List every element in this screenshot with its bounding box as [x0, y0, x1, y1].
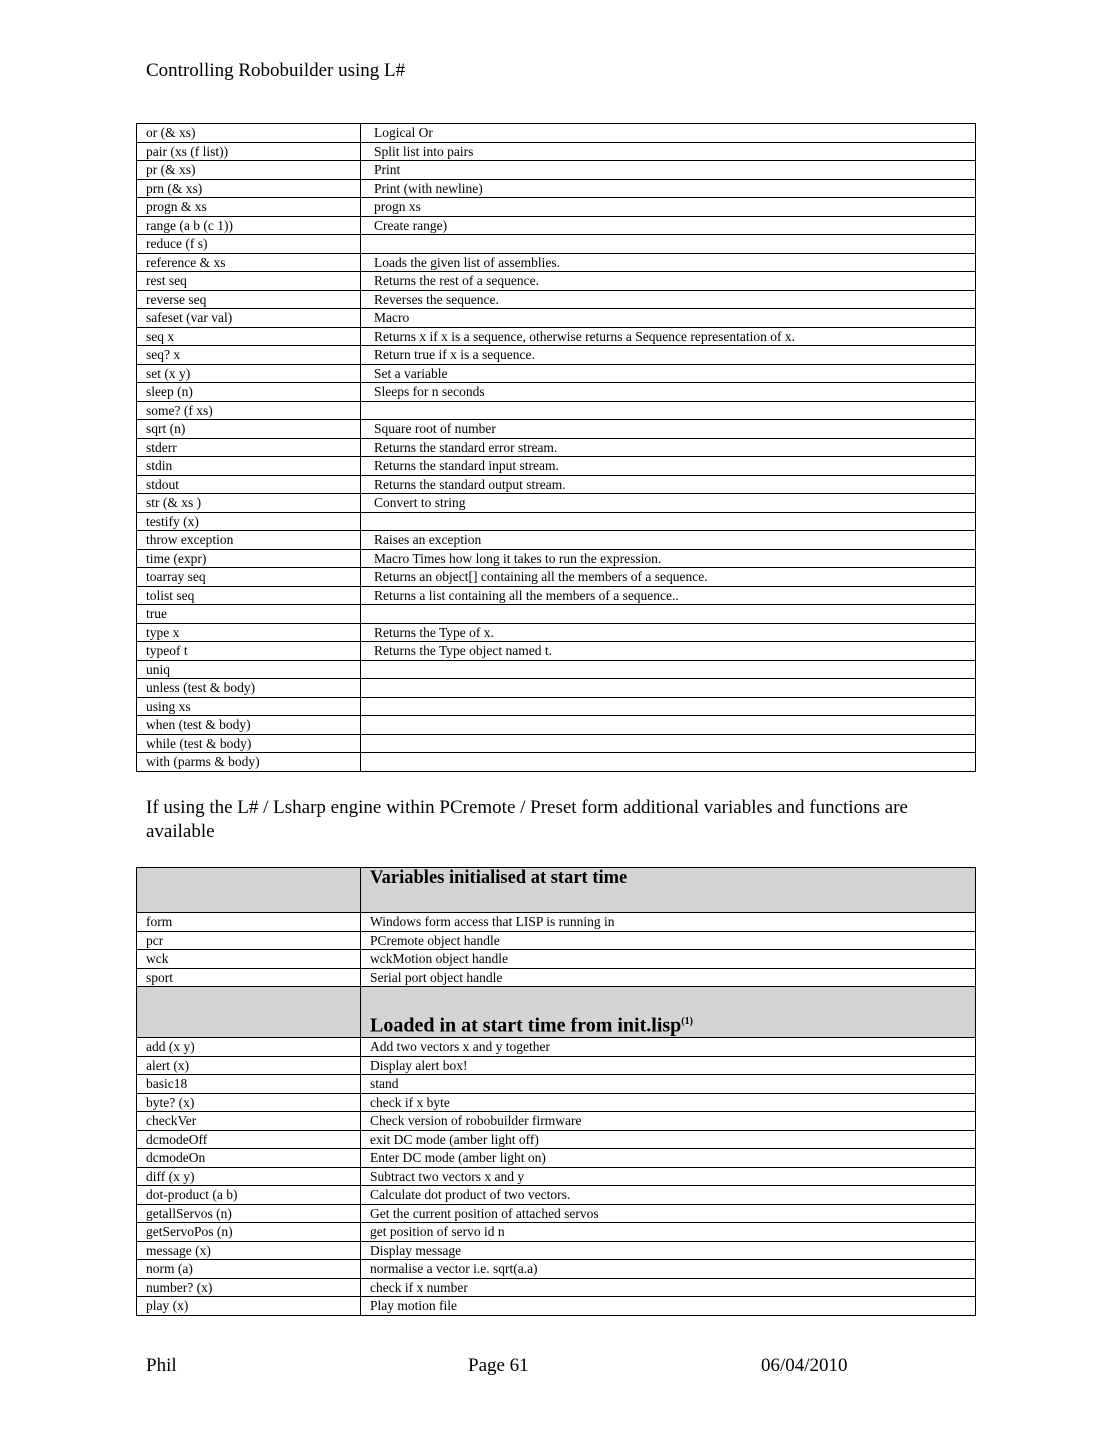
- description-cell: [361, 716, 976, 735]
- description-cell: get position of servo id n: [361, 1223, 976, 1242]
- function-name-cell: sleep (n): [137, 383, 361, 402]
- pcremote-functions-table: [136, 867, 976, 1316]
- function-name-cell: using xs: [137, 697, 361, 716]
- function-name-cell: pcr: [137, 931, 361, 950]
- function-name-cell: pr (& xs): [137, 161, 361, 180]
- description-cell: [361, 235, 976, 254]
- function-name-cell: typeof t: [137, 642, 361, 661]
- table-row: [137, 383, 976, 402]
- description-cell: Loads the given list of assemblies.: [361, 253, 976, 272]
- table-row: [137, 327, 976, 346]
- table-row: [137, 1093, 976, 1112]
- function-name-cell: reference & xs: [137, 253, 361, 272]
- table-row: [137, 1130, 976, 1149]
- table-row: [137, 438, 976, 457]
- function-name-cell: play (x): [137, 1297, 361, 1316]
- function-name-cell: dcmodeOff: [137, 1130, 361, 1149]
- table-row: [137, 642, 976, 661]
- footnote-marker: (1): [681, 1016, 693, 1028]
- table-row: [137, 401, 976, 420]
- function-name-cell: diff (x y): [137, 1167, 361, 1186]
- function-name-cell: alert (x): [137, 1056, 361, 1075]
- function-name-cell: with (parms & body): [137, 753, 361, 772]
- description-cell: Sleeps for n seconds: [361, 383, 976, 402]
- table-row: [137, 1297, 976, 1316]
- function-name-cell: safeset (var val): [137, 309, 361, 328]
- function-name-cell: message (x): [137, 1241, 361, 1260]
- description-cell: Macro Times how long it takes to run the expression.: [361, 549, 976, 568]
- description-cell: Returns the Type object named t.: [361, 642, 976, 661]
- description-cell: stand: [361, 1075, 976, 1094]
- table-row: [137, 1223, 976, 1242]
- description-cell: [361, 697, 976, 716]
- table-row: [137, 272, 976, 291]
- description-cell: Check version of robobuilder firmware: [361, 1112, 976, 1131]
- table-row: [137, 568, 976, 587]
- function-name-cell: stdout: [137, 475, 361, 494]
- description-cell: check if x number: [361, 1278, 976, 1297]
- function-name-cell: norm (a): [137, 1260, 361, 1279]
- table-row: [137, 1241, 976, 1260]
- table-row: [137, 549, 976, 568]
- description-cell: Enter DC mode (amber light on): [361, 1149, 976, 1168]
- section-header-row: [137, 987, 976, 1038]
- function-name-cell: unless (test & body): [137, 679, 361, 698]
- table-row: [137, 1112, 976, 1131]
- function-name-cell: basic18: [137, 1075, 361, 1094]
- description-cell: Set a variable: [361, 364, 976, 383]
- description-cell: Serial port object handle: [361, 968, 976, 987]
- description-cell: Print (with newline): [361, 179, 976, 198]
- function-name-cell: sqrt (n): [137, 420, 361, 439]
- table-row: [137, 1056, 976, 1075]
- table-row: [137, 198, 976, 217]
- table-row: [137, 716, 976, 735]
- description-cell: Returns an object[] containing all the members of a sequence.: [361, 568, 976, 587]
- description-cell: Returns x if x is a sequence, otherwise returns a Sequence representation of x.: [361, 327, 976, 346]
- function-name-cell: while (test & body): [137, 734, 361, 753]
- description-cell: Returns a list containing all the members of a sequence..: [361, 586, 976, 605]
- table-row: [137, 235, 976, 254]
- section-title: Loaded in at start time from init.lisp$^{(1)}$: [361, 987, 976, 1038]
- table-row: [137, 1038, 976, 1057]
- function-name-cell: throw exception: [137, 531, 361, 550]
- function-name-cell: form: [137, 913, 361, 932]
- footer-page-number: Page 61: [468, 1355, 529, 1376]
- description-cell: Split list into pairs: [361, 142, 976, 161]
- function-name-cell: wck: [137, 950, 361, 969]
- function-name-cell: seq? x: [137, 346, 361, 365]
- description-cell: [361, 512, 976, 531]
- description-cell: Returns the standard output stream.: [361, 475, 976, 494]
- table-row: [137, 216, 976, 235]
- table-row: [137, 531, 976, 550]
- table-row: [137, 346, 976, 365]
- function-name-cell: number? (x): [137, 1278, 361, 1297]
- footer-author: Phil: [146, 1355, 177, 1376]
- function-name-cell: true: [137, 605, 361, 624]
- description-cell: progn xs: [361, 198, 976, 217]
- table-row: [137, 931, 976, 950]
- table-row: [137, 1186, 976, 1205]
- description-cell: Play motion file: [361, 1297, 976, 1316]
- description-cell: Returns the rest of a sequence.: [361, 272, 976, 291]
- function-name-cell: type x: [137, 623, 361, 642]
- function-name-cell: stdin: [137, 457, 361, 476]
- function-name-cell: pair (xs (f list)): [137, 142, 361, 161]
- description-cell: [361, 660, 976, 679]
- function-name-cell: checkVer: [137, 1112, 361, 1131]
- function-name-cell: time (expr): [137, 549, 361, 568]
- table-row: [137, 1204, 976, 1223]
- table-row: [137, 660, 976, 679]
- function-name-cell: set (x y): [137, 364, 361, 383]
- description-cell: exit DC mode (amber light off): [361, 1130, 976, 1149]
- description-cell: Convert to string: [361, 494, 976, 513]
- description-cell: Windows form access that LISP is running in: [361, 913, 976, 932]
- intro-paragraph: If using the L# / Lsharp engine within PCremote / Preset form additional variables and functions are available: [146, 797, 908, 842]
- function-name-cell: toarray seq: [137, 568, 361, 587]
- table-row: [137, 161, 976, 180]
- description-cell: wckMotion object handle: [361, 950, 976, 969]
- description-cell: [361, 734, 976, 753]
- table-row: [137, 586, 976, 605]
- description-cell: Reverses the sequence.: [361, 290, 976, 309]
- table-row: [137, 494, 976, 513]
- functions-table: [136, 123, 976, 772]
- table-row: [137, 475, 976, 494]
- description-cell: PCremote object handle: [361, 931, 976, 950]
- description-cell: Returns the Type of x.: [361, 623, 976, 642]
- table-row: [137, 1167, 976, 1186]
- function-name-cell: reverse seq: [137, 290, 361, 309]
- table-row: [137, 697, 976, 716]
- function-name-cell: getServoPos (n): [137, 1223, 361, 1242]
- description-cell: Returns the standard error stream.: [361, 438, 976, 457]
- function-name-cell: some? (f xs): [137, 401, 361, 420]
- function-name-cell: uniq: [137, 660, 361, 679]
- table-row: [137, 1278, 976, 1297]
- description-cell: [361, 753, 976, 772]
- table-row: [137, 290, 976, 309]
- function-name-cell: range (a b (c 1)): [137, 216, 361, 235]
- function-name-cell: reduce (f s): [137, 235, 361, 254]
- function-name-cell: dot-product (a b): [137, 1186, 361, 1205]
- table-row: [137, 679, 976, 698]
- description-cell: [361, 605, 976, 624]
- function-name-cell: dcmodeOn: [137, 1149, 361, 1168]
- description-cell: Square root of number: [361, 420, 976, 439]
- table-row: [137, 512, 976, 531]
- description-cell: Calculate dot product of two vectors.: [361, 1186, 976, 1205]
- description-cell: Returns the standard input stream.: [361, 457, 976, 476]
- description-cell: check if x byte: [361, 1093, 976, 1112]
- function-name-cell: getallServos (n): [137, 1204, 361, 1223]
- description-cell: Display message: [361, 1241, 976, 1260]
- table-row: [137, 753, 976, 772]
- function-name-cell: prn (& xs): [137, 179, 361, 198]
- table-row: [137, 1260, 976, 1279]
- function-name-cell: stderr: [137, 438, 361, 457]
- table-row: [137, 1075, 976, 1094]
- function-name-cell: testify (x): [137, 512, 361, 531]
- table-row: [137, 734, 976, 753]
- function-name-cell: sport: [137, 968, 361, 987]
- description-cell: Add two vectors x and y together: [361, 1038, 976, 1057]
- description-cell: normalise a vector i.e. sqrt(a.a): [361, 1260, 976, 1279]
- description-cell: [361, 401, 976, 420]
- function-name-cell: or (& xs): [137, 124, 361, 143]
- description-cell: Subtract two vectors x and y: [361, 1167, 976, 1186]
- table-row: [137, 1149, 976, 1168]
- description-cell: Display alert box!: [361, 1056, 976, 1075]
- table-row: [137, 179, 976, 198]
- table-row: [137, 364, 976, 383]
- function-name-cell: seq x: [137, 327, 361, 346]
- section-title: Variables initialised at start time: [361, 868, 976, 913]
- table-row: [137, 253, 976, 272]
- description-cell: Raises an exception: [361, 531, 976, 550]
- function-name-cell: add (x y): [137, 1038, 361, 1057]
- table-row: [137, 968, 976, 987]
- section-header-row: [137, 868, 976, 913]
- description-cell: Create range): [361, 216, 976, 235]
- description-cell: Get the current position of attached servos: [361, 1204, 976, 1223]
- description-cell: Print: [361, 161, 976, 180]
- function-name-cell: rest seq: [137, 272, 361, 291]
- description-cell: Logical Or: [361, 124, 976, 143]
- description-cell: Return true if x is a sequence.: [361, 346, 976, 365]
- table-row: [137, 913, 976, 932]
- table-row: [137, 124, 976, 143]
- table-row: [137, 457, 976, 476]
- description-cell: Macro: [361, 309, 976, 328]
- page-header-title: Controlling Robobuilder using L#: [146, 60, 406, 81]
- function-name-cell: when (test & body): [137, 716, 361, 735]
- function-name-cell: byte? (x): [137, 1093, 361, 1112]
- description-cell: [361, 679, 976, 698]
- footer-date: 06/04/2010: [761, 1355, 848, 1376]
- function-name-cell: str (& xs ): [137, 494, 361, 513]
- table-row: [137, 605, 976, 624]
- table-row: [137, 309, 976, 328]
- function-name-cell: progn & xs: [137, 198, 361, 217]
- table-row: [137, 950, 976, 969]
- function-name-cell: tolist seq: [137, 586, 361, 605]
- table-row: [137, 420, 976, 439]
- table-row: [137, 142, 976, 161]
- table-row: [137, 623, 976, 642]
